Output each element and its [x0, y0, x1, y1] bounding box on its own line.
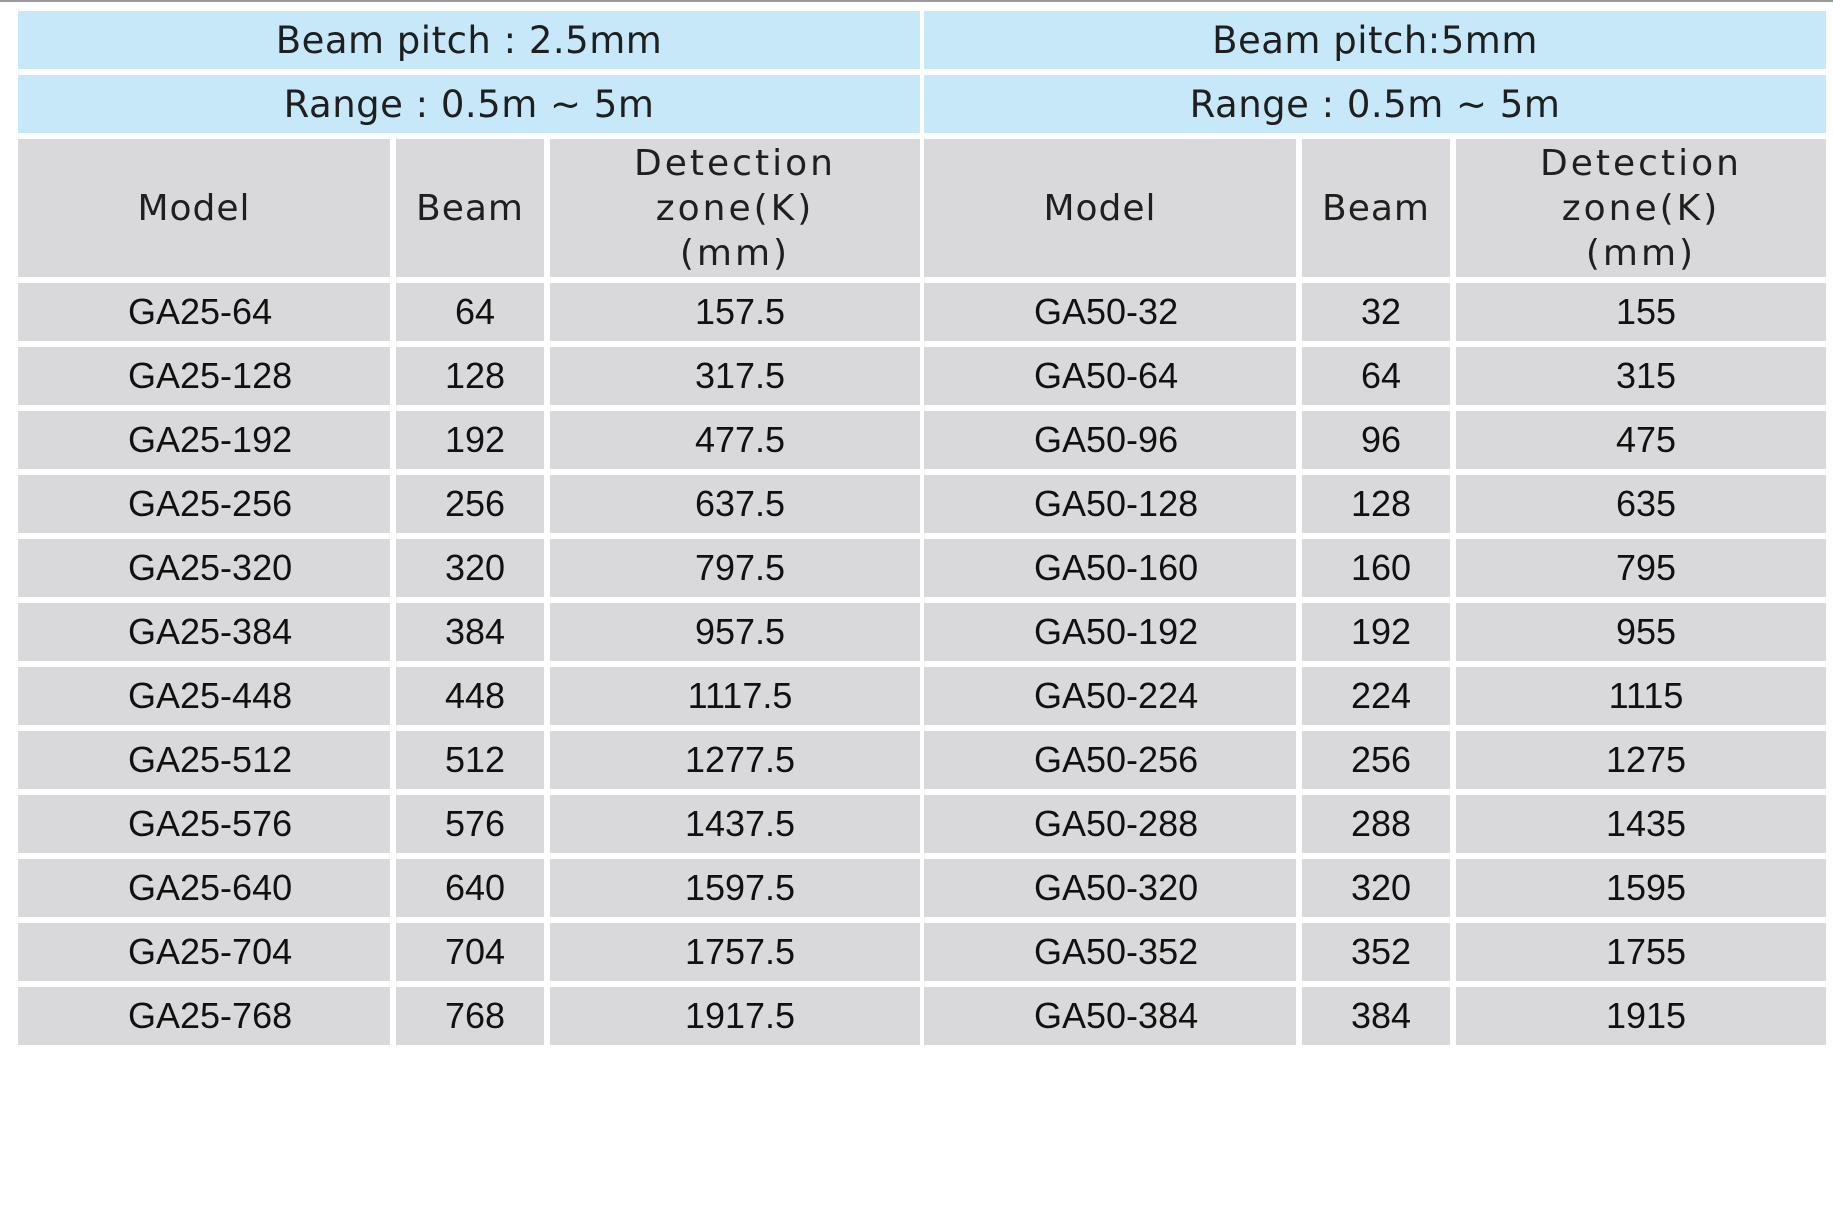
detection-zone-cell: 795: [1456, 539, 1826, 597]
detection-zone-cell: 317.5: [550, 347, 920, 405]
beam-cell: 320: [396, 539, 544, 597]
beam-cell: 64: [396, 283, 544, 341]
detection-header-line-2: zone(K): [1561, 187, 1721, 229]
column-header-beam: Beam: [1302, 139, 1450, 277]
column-header-detection-zone: [550, 139, 920, 277]
model-cell: GA50-320: [924, 859, 1296, 917]
detection-zone-cell: 477.5: [550, 411, 920, 469]
beam-cell: 704: [396, 923, 544, 981]
detection-zone-cell: 1597.5: [550, 859, 920, 917]
top-divider-line: [0, 0, 1833, 2]
detection-zone-cell: 1437.5: [550, 795, 920, 853]
model-cell: GA25-128: [18, 347, 390, 405]
beam-cell: 448: [396, 667, 544, 725]
beam-cell: 256: [1302, 731, 1450, 789]
detection-zone-cell: 1755: [1456, 923, 1826, 981]
detection-zone-cell: 1917.5: [550, 987, 920, 1045]
detection-header-line-2: zone(K): [655, 187, 815, 229]
detection-zone-cell: 637.5: [550, 475, 920, 533]
detection-zone-cell: 957.5: [550, 603, 920, 661]
model-cell: GA25-64: [18, 283, 390, 341]
detection-zone-cell: 797.5: [550, 539, 920, 597]
beam-cell: 768: [396, 987, 544, 1045]
model-cell: GA25-256: [18, 475, 390, 533]
model-cell: GA25-704: [18, 923, 390, 981]
detection-zone-cell: 955: [1456, 603, 1826, 661]
detection-zone-cell: 315: [1456, 347, 1826, 405]
detection-header-line-1: Detection: [634, 142, 836, 184]
beam-cell: 288: [1302, 795, 1450, 853]
beam-cell: 384: [1302, 987, 1450, 1045]
beam-cell: 160: [1302, 539, 1450, 597]
model-cell: GA25-640: [18, 859, 390, 917]
beam-cell: 576: [396, 795, 544, 853]
model-cell: GA25-192: [18, 411, 390, 469]
beam-pitch-banner: Beam pitch : 2.5mm: [18, 11, 920, 69]
beam-cell: 64: [1302, 347, 1450, 405]
model-cell: GA25-768: [18, 987, 390, 1045]
beam-cell: 384: [396, 603, 544, 661]
detection-header-line-3: (mm): [1585, 232, 1697, 274]
model-cell: GA25-320: [18, 539, 390, 597]
detection-zone-cell: 635: [1456, 475, 1826, 533]
column-header-model: Model: [924, 139, 1296, 277]
beam-cell: 32: [1302, 283, 1450, 341]
beam-cell: 128: [1302, 475, 1450, 533]
model-cell: GA50-96: [924, 411, 1296, 469]
model-cell: GA25-384: [18, 603, 390, 661]
range-banner: Range : 0.5m ~ 5m: [924, 75, 1826, 133]
model-cell: GA25-448: [18, 667, 390, 725]
spec-table-2-5mm: [18, 11, 914, 1045]
detection-zone-cell: 1595: [1456, 859, 1826, 917]
detection-zone-cell: 1117.5: [550, 667, 920, 725]
beam-cell: 352: [1302, 923, 1450, 981]
detection-header-line-3: (mm): [679, 232, 791, 274]
model-cell: GA50-192: [924, 603, 1296, 661]
model-cell: GA50-224: [924, 667, 1296, 725]
beam-cell: 192: [1302, 603, 1450, 661]
spec-table-5mm: [924, 11, 1820, 1045]
model-cell: GA50-384: [924, 987, 1296, 1045]
beam-cell: 192: [396, 411, 544, 469]
column-header-model: Model: [18, 139, 390, 277]
beam-cell: 512: [396, 731, 544, 789]
column-header-detection-zone: [1456, 139, 1826, 277]
detection-zone-cell: 1277.5: [550, 731, 920, 789]
beam-cell: 640: [396, 859, 544, 917]
detection-zone-cell: 1757.5: [550, 923, 920, 981]
model-cell: GA50-64: [924, 347, 1296, 405]
model-cell: GA50-32: [924, 283, 1296, 341]
model-cell: GA25-576: [18, 795, 390, 853]
beam-cell: 128: [396, 347, 544, 405]
model-cell: GA50-288: [924, 795, 1296, 853]
detection-zone-cell: 1435: [1456, 795, 1826, 853]
detection-zone-cell: 1115: [1456, 667, 1826, 725]
detection-zone-cell: 475: [1456, 411, 1826, 469]
beam-cell: 224: [1302, 667, 1450, 725]
detection-zone-cell: 155: [1456, 283, 1826, 341]
detection-zone-cell: 157.5: [550, 283, 920, 341]
model-cell: GA50-160: [924, 539, 1296, 597]
range-banner: Range : 0.5m ~ 5m: [18, 75, 920, 133]
beam-cell: 320: [1302, 859, 1450, 917]
model-cell: GA50-352: [924, 923, 1296, 981]
model-cell: GA25-512: [18, 731, 390, 789]
detection-zone-cell: 1275: [1456, 731, 1826, 789]
model-cell: GA50-128: [924, 475, 1296, 533]
model-cell: GA50-256: [924, 731, 1296, 789]
column-header-beam: Beam: [396, 139, 544, 277]
beam-pitch-banner: Beam pitch:5mm: [924, 11, 1826, 69]
detection-zone-cell: 1915: [1456, 987, 1826, 1045]
detection-header-line-1: Detection: [1540, 142, 1742, 184]
beam-cell: 256: [396, 475, 544, 533]
beam-cell: 96: [1302, 411, 1450, 469]
